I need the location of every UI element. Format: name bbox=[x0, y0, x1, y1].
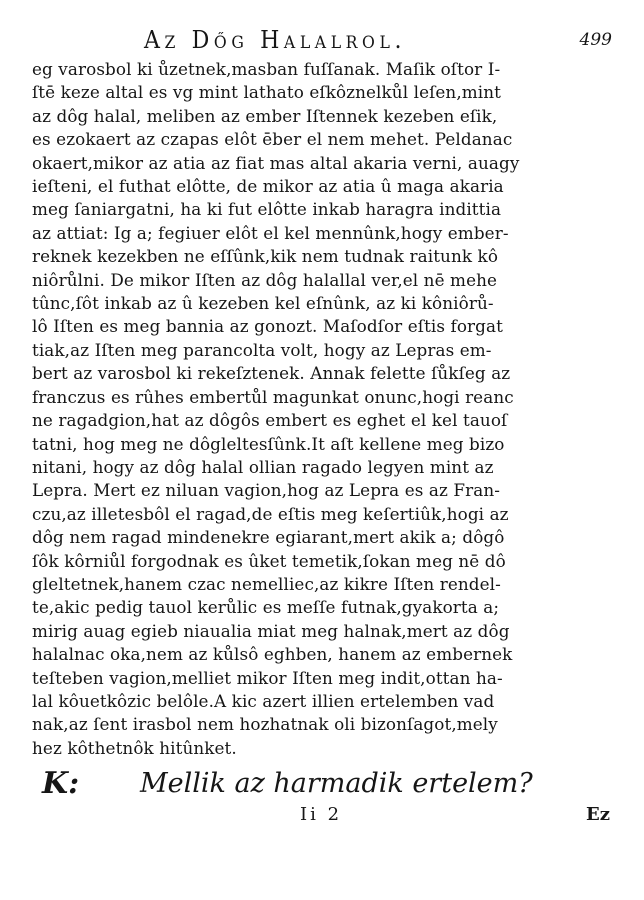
body-text bbox=[32, 58, 614, 760]
text-line: te,akic pedig tauol kerůlic es meſſe futnak,gyakorta a; bbox=[32, 597, 500, 618]
text-line: mirig auag egieb niaualia miat meg halnak,mert az dôg bbox=[32, 620, 510, 641]
text-line: bert az varosbol ki rekeſztenek. Annak felette ſůkſeg az bbox=[32, 363, 511, 384]
catchword: Ez bbox=[586, 804, 610, 826]
text-line: dôg nem ragad mindenekre egiarant,mert akik a; dôgô bbox=[32, 527, 505, 548]
text-line: tûnc,ſôt inkab az û kezeben kel eſnûnk, az ki kôniôrů- bbox=[32, 293, 494, 314]
page-header bbox=[32, 22, 614, 58]
text-line: az dôg halal, meliben az ember Iſtennek kezeben eſik, bbox=[32, 105, 498, 126]
question-marker: K: bbox=[42, 766, 80, 802]
text-line: okaert,mikor az atia az fiat mas altal akaria verni, auagy bbox=[32, 152, 520, 173]
text-line: nitani, hogy az dôg halal ollian ragado legyen mint az bbox=[32, 456, 494, 477]
text-line: tiak,az Iſten meg parancolta volt, hogy az Lepras em- bbox=[32, 339, 492, 360]
text-line: ne ragadgion,hat az dôgôs embert es eghet el kel tauoſ bbox=[32, 410, 508, 431]
running-head: Az Dőg Halalrol. bbox=[144, 26, 407, 54]
text-line: az attiat: Ig a; fegiuer elôt el kel mennûnk,hogy ember- bbox=[32, 222, 509, 243]
question-text: Mellik az harmadik ertelem? bbox=[140, 768, 533, 800]
text-line: ieſteni, el futhat elôtte, de mikor az atia û maga akaria bbox=[32, 176, 504, 197]
text-line: teſteben vagion,melliet mikor Iſten meg indit,ottan ha- bbox=[32, 667, 503, 688]
text-line: tatni, hog meg ne dôgleltesſûnk.It aſt kellene meg bizo bbox=[32, 433, 505, 454]
text-line: lal kôuetkôzic belôle.A kic azert illien ertelemben vad bbox=[32, 690, 495, 711]
text-line: halalnac oka,nem az kůlsô eghben, hanem az embernek bbox=[32, 644, 513, 665]
text-line: eg varosbol ki ůzetnek,masban fuſſanak. Maſik oſtor I- bbox=[32, 59, 501, 79]
text-line: es ezokaert az czapas elôt ēber el nem mehet. Peldanac bbox=[32, 129, 513, 150]
question-heading bbox=[32, 766, 614, 800]
signature-mark: Ii 2 bbox=[300, 804, 343, 826]
text-line: ſôk kôrniůl forgodnak es ûket temetik,ſokan meg nē dô bbox=[32, 550, 506, 571]
text-line: lô Iſten es meg bannia az gonozt. Maſodſor eſtis forgat bbox=[32, 316, 503, 337]
text-line: nak,az ſent irasbol nem hozhatnak oli bizonſagot,mely bbox=[32, 714, 498, 735]
text-line: ſtē keze altal es vg mint lathato eſkôznelkůl leſen,mint bbox=[32, 82, 502, 103]
page-footer bbox=[32, 804, 614, 834]
text-line: niôrůlni. De mikor Iſten az dôg halallal ver,el nē mehe bbox=[32, 269, 498, 290]
text-line: hez kôthetnôk hitûnket. bbox=[32, 737, 237, 758]
text-line: gleltetnek,hanem czac nemelliec,az kikre Iſten rendel- bbox=[32, 573, 501, 594]
text-line: franczus es rûhes embertůl magunkat onunc,hogi reanc bbox=[32, 386, 514, 407]
text-line: meg ſaniargatni, ha ki fut elôtte inkab haragra indittia bbox=[32, 199, 502, 220]
text-line: Lepra. Mert ez niluan vagion,hog az Lepra es az Fran- bbox=[32, 480, 501, 501]
text-line: reknek kezekben ne eſſûnk,kik nem tudnak raitunk kô bbox=[32, 246, 499, 267]
text-line: czu,az illetesbôl el ragad,de eſtis meg keſertiûk,hogi az bbox=[32, 503, 509, 524]
page-number: 499 bbox=[579, 30, 612, 50]
